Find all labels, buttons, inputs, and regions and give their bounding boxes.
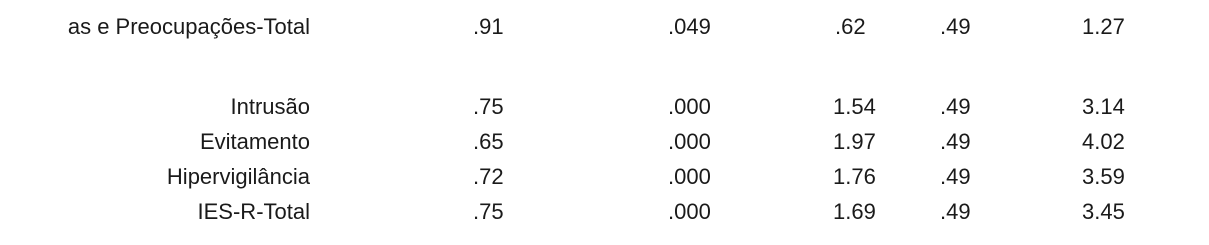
cell-value: 1.97 <box>833 129 876 154</box>
cell-value: .91 <box>473 14 504 39</box>
cell-value: .72 <box>473 164 504 189</box>
row-label: Hipervigilância <box>166 164 310 189</box>
row-label: IES-R-Total <box>197 199 310 224</box>
cell-value: 3.45 <box>1082 199 1125 224</box>
table-row <box>0 92 1209 122</box>
cell-value: .000 <box>668 129 711 154</box>
cell-value: 1.54 <box>833 94 876 119</box>
cell-value: 3.59 <box>1082 164 1125 189</box>
cell-value: .000 <box>668 94 711 119</box>
row-label: as e Preocupações-Total <box>67 14 310 39</box>
table-row <box>0 12 1209 42</box>
cell-value: .75 <box>473 199 504 224</box>
cell-value: .49 <box>940 164 971 189</box>
table-row <box>0 162 1209 192</box>
table-row <box>0 197 1209 227</box>
row-label: Evitamento <box>199 129 310 154</box>
cell-value: 1.76 <box>833 164 876 189</box>
cell-value: 3.14 <box>1082 94 1125 119</box>
cell-value: 4.02 <box>1082 129 1125 154</box>
cell-value: .62 <box>835 14 866 39</box>
cell-value: .049 <box>668 14 711 39</box>
cell-value: .65 <box>473 129 504 154</box>
cell-value: .49 <box>940 129 971 154</box>
cell-value: .000 <box>668 199 711 224</box>
cell-value: .49 <box>940 94 971 119</box>
cell-value: 1.27 <box>1082 14 1125 39</box>
cell-value: .000 <box>668 164 711 189</box>
cell-value: 1.69 <box>833 199 876 224</box>
table-row <box>0 127 1209 157</box>
cell-value: .49 <box>940 14 971 39</box>
row-label: Intrusão <box>230 94 310 119</box>
cell-value: .49 <box>940 199 971 224</box>
cell-value: .75 <box>473 94 504 119</box>
